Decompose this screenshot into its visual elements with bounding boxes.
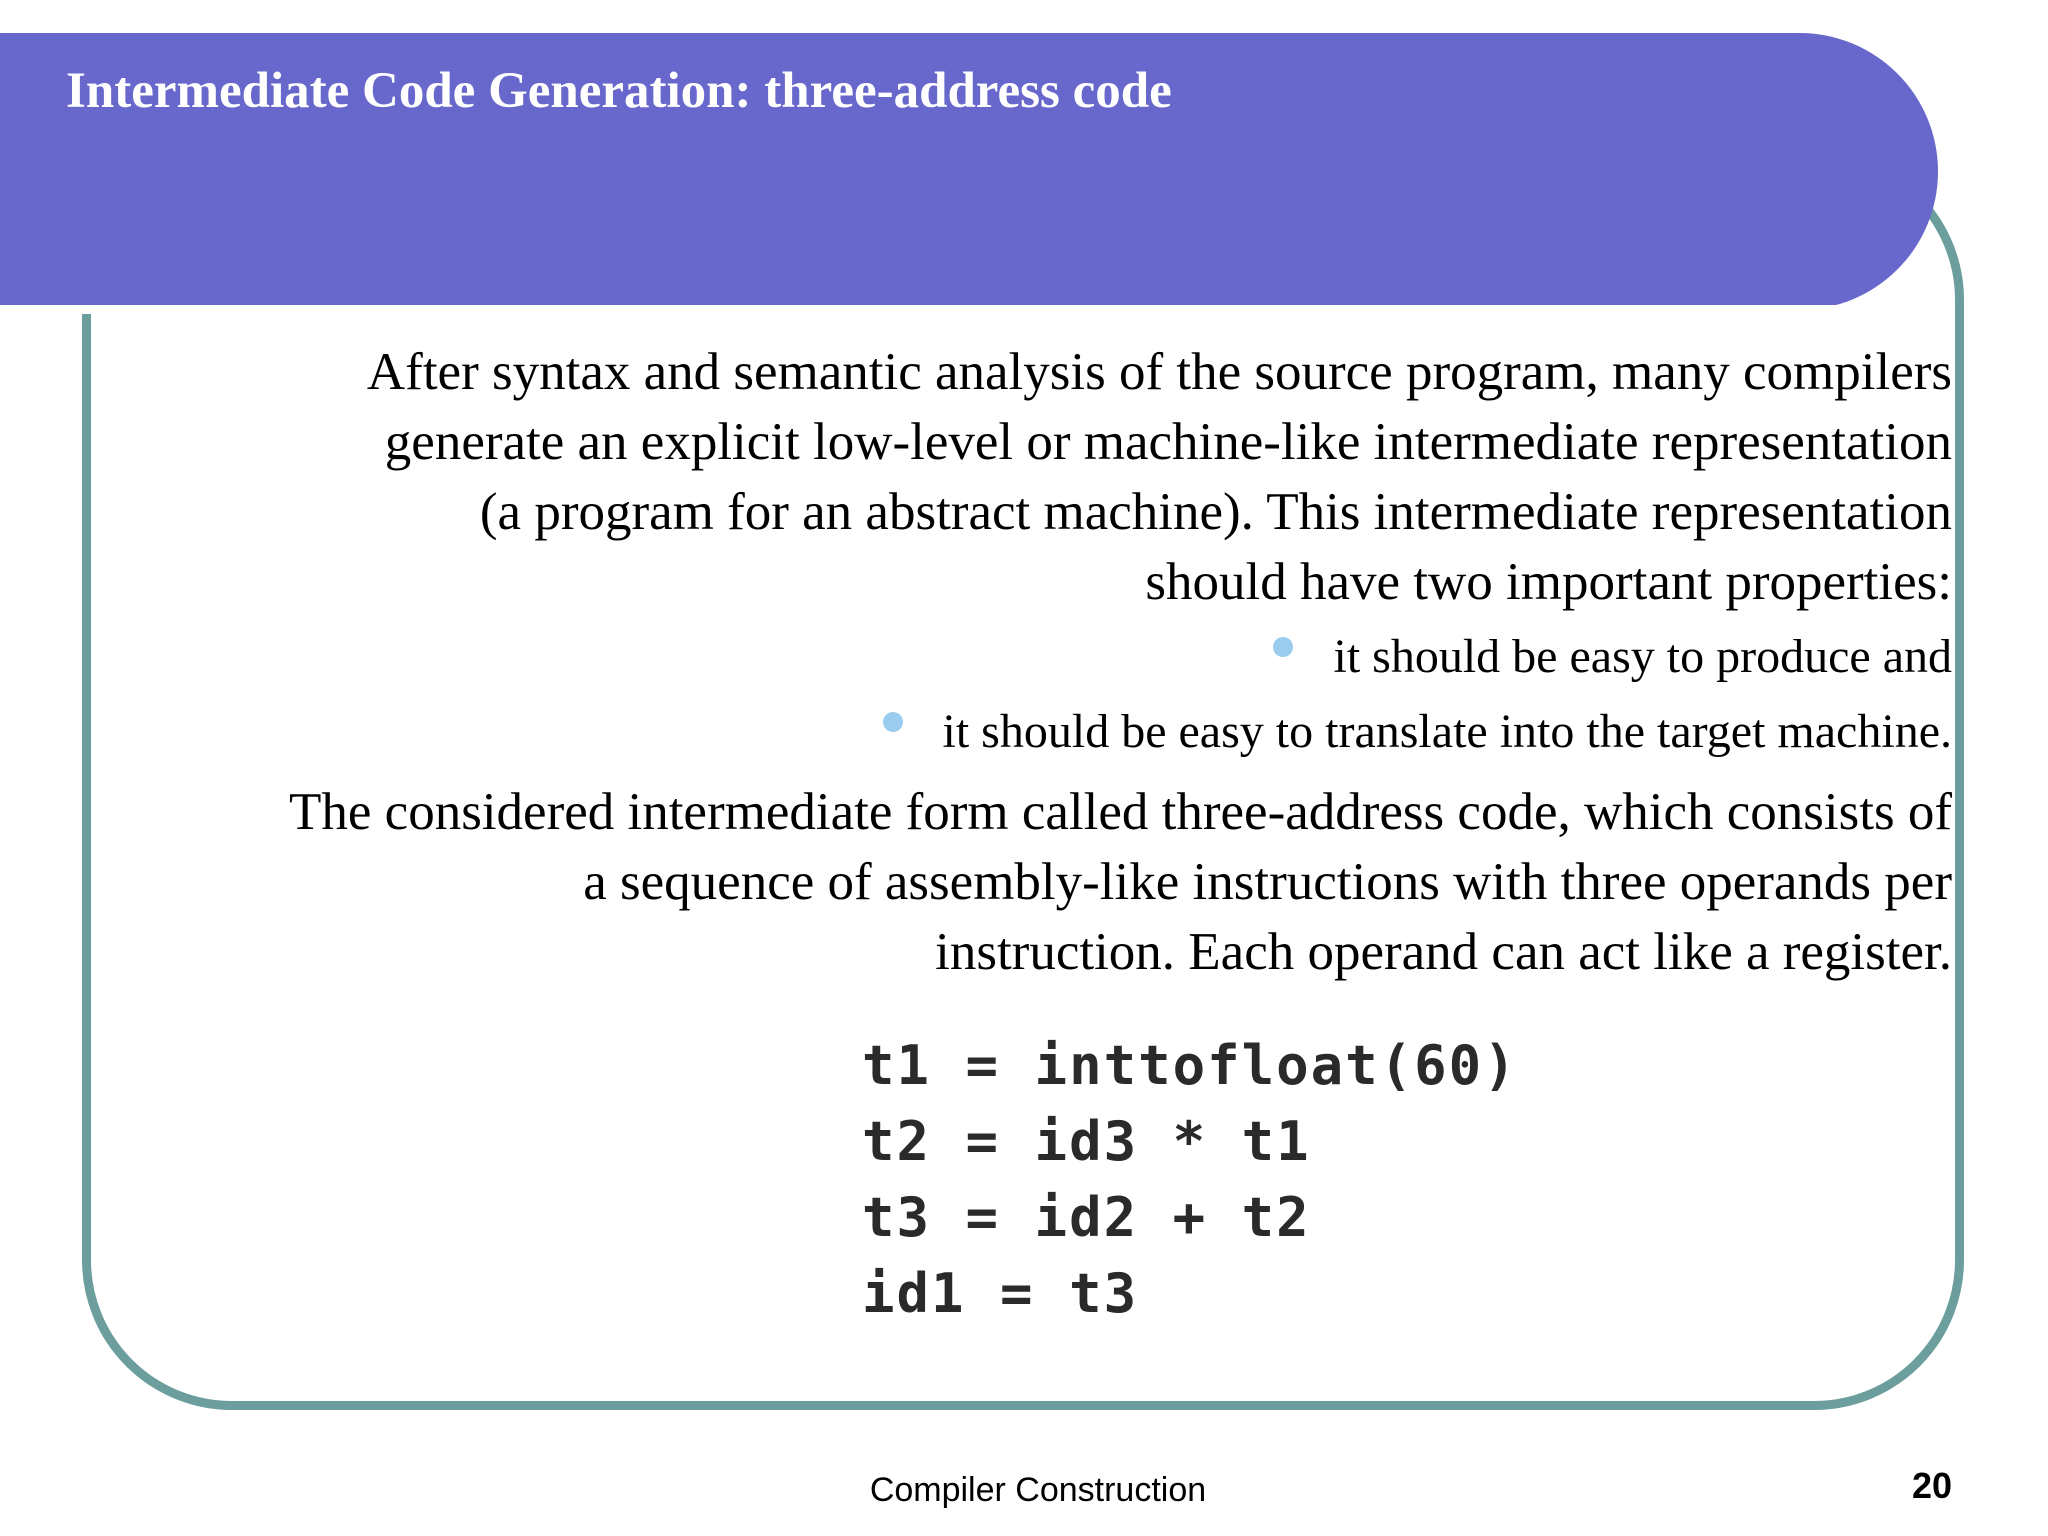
slide-title: Intermediate Code Generation: three-address code <box>66 63 1172 119</box>
intro-paragraph <box>367 337 1952 617</box>
footer-text: Compiler Construction <box>869 1471 1207 1509</box>
page-number: 20 <box>1911 1465 1952 1506</box>
three-address-line: instruction. Each operand can act like a register. <box>935 923 1952 981</box>
intro-line: should have two important properties: <box>1145 553 1952 611</box>
three-address-line: a sequence of assembly-like instructions with three operands per <box>583 853 1952 911</box>
code-line: t3 = id2 + t2 <box>862 1186 1311 1249</box>
intro-line: (a program for an abstract machine). This intermediate representation <box>479 483 1952 541</box>
intro-line: After syntax and semantic analysis of the source program, many compilers <box>366 343 1952 401</box>
banner-divider <box>0 305 1838 314</box>
bullet-dot-icon <box>883 712 903 732</box>
bullet-dot-icon <box>1273 637 1293 657</box>
three-address-paragraph <box>289 777 1952 987</box>
bullet-text: it should be easy to produce and <box>1333 630 1952 683</box>
bullet-text: it should be easy to translate into the target machine. <box>942 705 1952 758</box>
three-address-line: The considered intermediate form called three-address code, which consists of <box>289 783 1952 841</box>
code-line: t1 = inttofloat(60) <box>862 1034 1518 1097</box>
bullet-item <box>1273 627 1952 687</box>
bullet-item <box>883 702 1953 762</box>
intro-line: generate an explicit low-level or machine-like intermediate representation <box>384 413 1952 471</box>
code-line: id1 = t3 <box>862 1262 1139 1325</box>
code-example <box>862 1028 1518 1332</box>
code-line: t2 = id3 * t1 <box>862 1110 1311 1173</box>
